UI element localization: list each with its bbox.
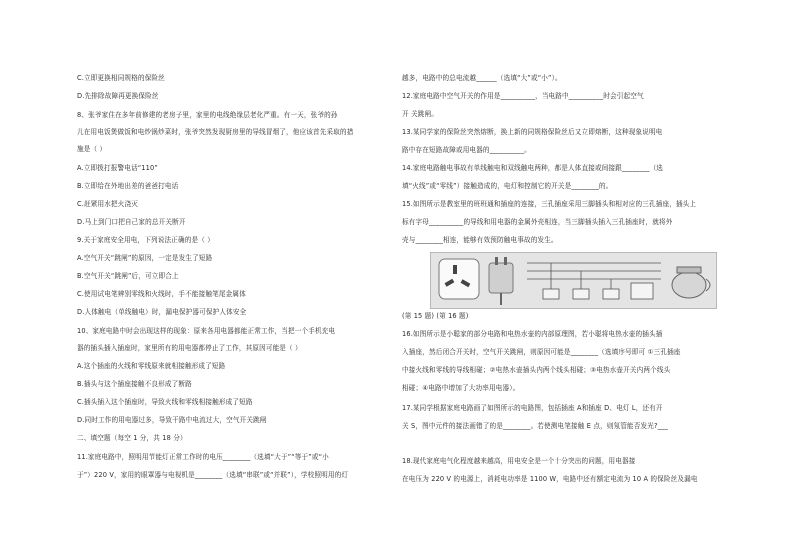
left-text-line: C.赶紧用水把火浇灭 (77, 200, 138, 208)
left-text-line: C.使用试电笔辨别零线和火线时，手不能接触笔尾金属体 (77, 290, 246, 298)
left-text-line: C.插头插入这个插座时，导致火线和零线相接触形成了短路 (77, 398, 253, 406)
left-text-line: D.同时工作的用电器过多，导致干路中电流过大，空气开关跳闸 (77, 416, 267, 424)
right-text-line: 18.现代家庭电气化程度越来越高，用电安全是一个十分突出的问题，用电器接 (402, 457, 636, 465)
right-text-line: 14.家庭电路触电事故有单线触电和双线触电两种，都是人体直接或间接跟________（选 (402, 164, 664, 172)
left-text-line: 器的插头插入插座时，家里所有的用电器都停止了工作，其原因可能是（ ） (77, 344, 302, 352)
left-text-line: D.人体触电（单线触电）时，漏电保护器可保护人体安全 (77, 308, 247, 316)
right-text-line: 13.某同学家的保险丝突然熔断，换上新的同规格保险丝后又立即熔断，这种现象说明电 (402, 128, 663, 136)
left-text-line: B.立即给在外地出差的爸爸打电话 (77, 182, 179, 190)
left-text-line: 9.关于家庭安全用电，下列说法正确的是（ ） (77, 236, 214, 244)
left-text-line: 11.家庭电路中，照明用节能灯正常工作时的电压________（选填“大于”“等于”或“小 (77, 453, 329, 461)
left-text-line: D.先排除故障再更换保险丝 (77, 92, 159, 100)
right-text-line: 12.家庭电路中空气开关的作用是__________，当电路中__________时会引起空气 (402, 92, 644, 100)
plug-icon (489, 263, 513, 293)
right-text-line: 关 S，图中元件的接法画错了的是________。若使测电笔接触 E 点，则氖管能否发光?___ (402, 422, 669, 430)
right-text-line: 16.如图所示是小聪家的部分电路和电热水壶的内部原理图，若小聪将电热水壶的插头插 (402, 330, 663, 338)
right-text-line: 17.某同学根据家庭电路画了如图所示的电路图，包括插座 A和插座 D、电灯 L，还有开 (402, 404, 663, 412)
socket-icon (439, 259, 479, 299)
right-text-line: 壳与________相连，能够有效预防触电事故的发生。 (402, 236, 558, 244)
right-text-line: 越多，电路中的总电流越______（选填“大”或“小”）。 (402, 74, 562, 82)
left-text-line: A.这个插座的火线和零线原来就相接触形成了短路 (77, 362, 226, 370)
right-text-line: 15.如图所示是教室里的班班通和插座的连接，三孔插座采用三脚插头和相对应的三孔插座，插头上 (402, 200, 697, 208)
left-text-line: 10、家庭电路中时会出现这样的现象：原来各用电器都能正常工作，当把一个手机充电 (77, 327, 336, 335)
left-text-line: A.空气开关“跳闸”的原因，一定是发生了短路 (77, 254, 213, 262)
right-text-line: 路中存在短路故障或用电器的__________。 (402, 146, 531, 154)
left-text-line: 二、填空题（每空 1 分，共 18 分） (77, 434, 187, 442)
left-text-line: 于”）220 V，家用的眼罩器与电视机是________（选填“串联”或“并联”），学校照明用的灯 (77, 471, 349, 479)
right-text-line: 开 关跳闸。 (402, 110, 438, 118)
right-text-line: 中接火线和零线的导线相碰；②电热水壶插头内两个线头相碰；③电热水壶开关内两个线头 (402, 366, 671, 374)
right-text-line: 相碰；④电路中增加了大功率用电器）。 (402, 384, 520, 392)
left-text-line: C.立即更换相同规格的保险丝 (77, 74, 165, 82)
right-text-line: (第 15 题) (第 16 题) (402, 312, 469, 320)
left-text-line: A.立即拨打报警电话“110” (77, 164, 158, 172)
right-text-line: 填“火线”或“零线”）接触造成的，电灯和控制它的开关是________的。 (402, 182, 613, 190)
left-text-line: 施是（ ） (77, 145, 107, 153)
circuit-figure-drawing (431, 253, 716, 308)
right-text-line: 在电压为 220 V 的电源上，消耗电功率是 1100 W，电路中还有额定电流为 10 A 的保险丝及漏电 (402, 475, 698, 483)
circuit-figure (430, 252, 717, 309)
right-text-line: 标有字母__________的导线和用电器的金属外壳相连，当三脚插头插入三孔插座时，就将外 (402, 218, 673, 226)
left-text-line: 儿在用电饭煲做饭和电炒锅炒菜时，张爷突然发现厨房里的导线冒烟了，他应该首先采取的措 (77, 128, 354, 136)
left-text-line: B.插头与这个插座接触不良形成了断路 (77, 380, 192, 388)
left-text-line: D.马上到门口把自己家的总开关断开 (77, 218, 186, 226)
left-text-line: 8、张爷家住在多年前修建的老房子里，家里的电线绝缘层老化严重。有一天，张爷的孙 (77, 111, 338, 119)
right-text-line: 入插座，然后闭合开关时，空气开关跳闸，则原因可能是________（选填序号即可 ①三孔插座 (402, 348, 681, 356)
left-text-line: B.空气开关“跳闸”后，可立即合上 (77, 272, 179, 280)
